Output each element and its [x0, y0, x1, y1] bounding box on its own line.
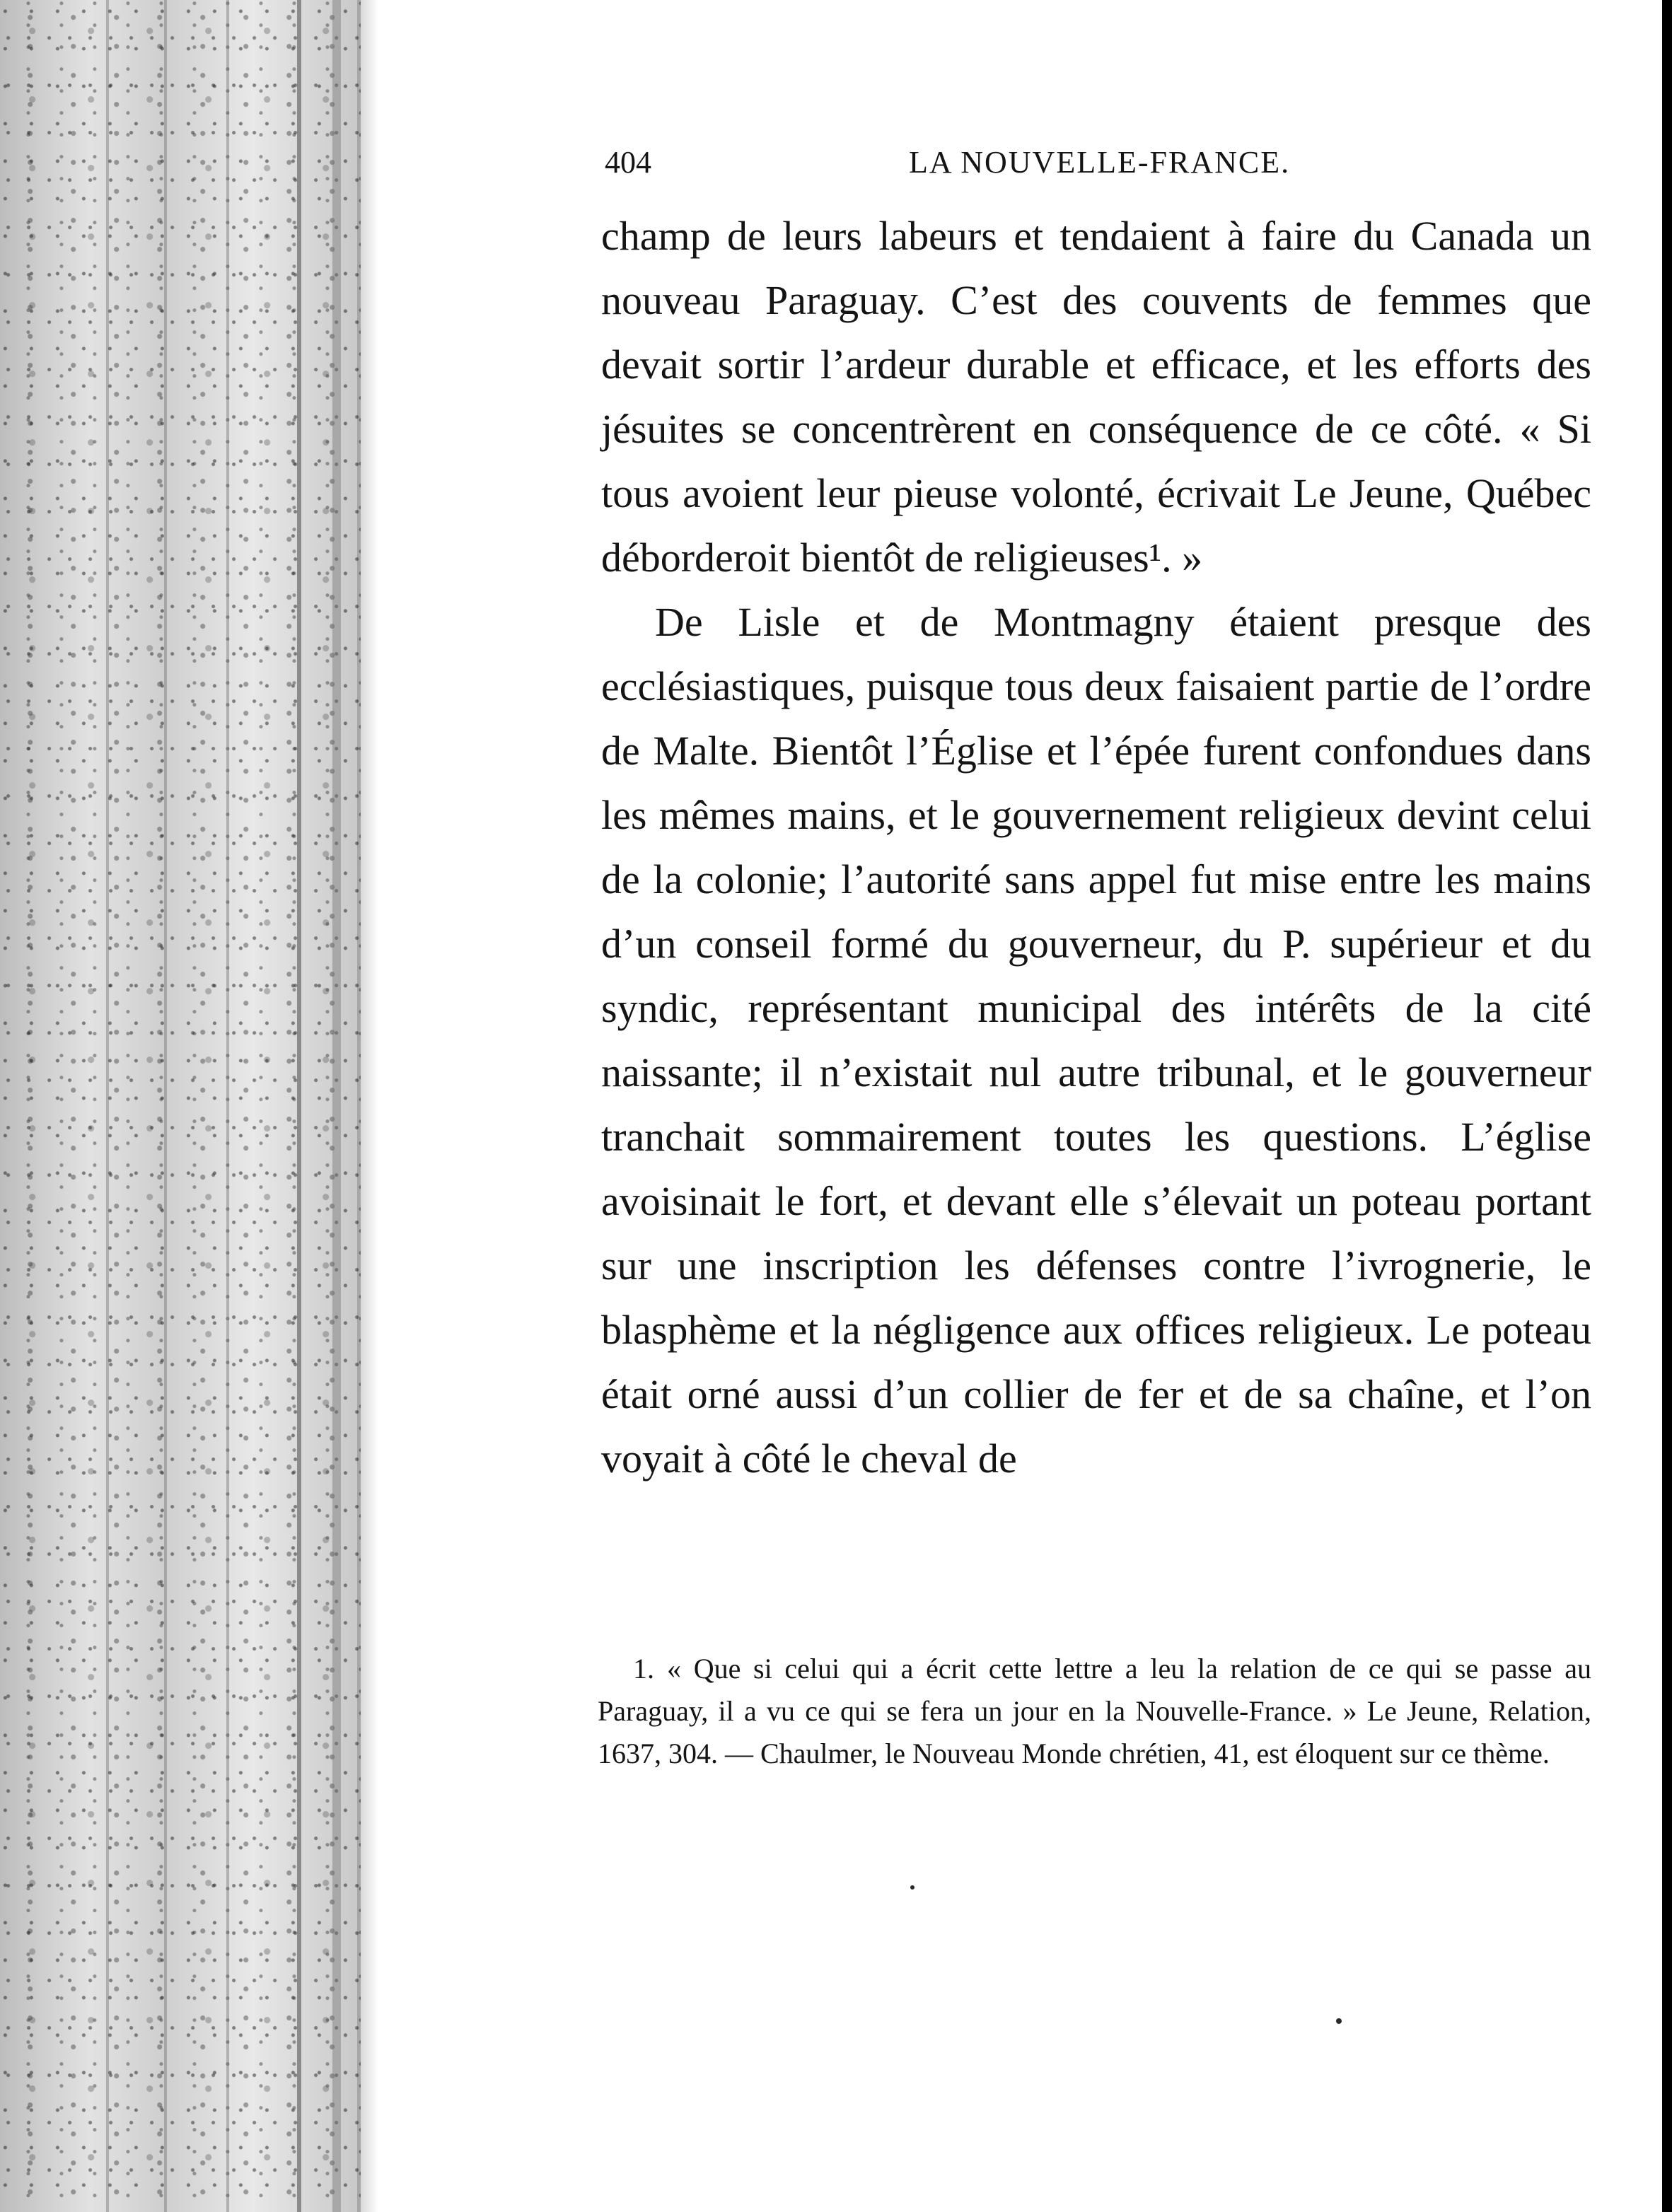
scan-speck: [910, 1885, 915, 1890]
gutter-shadow: [357, 0, 378, 2212]
page-edge-line: [332, 0, 341, 2212]
footnote-marker: 1.: [633, 1653, 654, 1684]
scan-speck: [1336, 2018, 1342, 2024]
page-edge-line: [164, 0, 167, 2212]
book-page-edges: [0, 0, 361, 2212]
footnote: [598, 1648, 1591, 1775]
scan-border: [1662, 0, 1672, 2212]
running-title: LA NOUVELLE-FRANCE.: [909, 145, 1291, 180]
footnotes: [598, 1648, 1591, 1775]
footnote-text: « Que si celui qui a écrit cette lettre a leu la relation de ce qui se passe au Paraguay, il a vu ce qui se fera un jour en la Nouvelle-France. » Le Jeune, Relation, 1637, 304. — Chaulmer, le Nouveau Monde chrétien, 41, est éloquent sur ce thème.: [598, 1653, 1591, 1769]
page-number: 404: [605, 145, 651, 180]
page-edge-line: [106, 0, 109, 2212]
body-text: [601, 204, 1591, 1491]
paragraph: champ de leurs labeurs et tendaient à faire du Canada un nouveau Paraguay. C’est des couvents de femmes que devait sortir l’ardeur durable et efficace, et les efforts des jésuites se concentrèrent en conséquence de ce côté. « Si tous avoient leur pieuse volonté, écrivait Le Jeune, Québec déborderoit bientôt de religieuses¹. »: [601, 213, 1591, 581]
page-edge-line: [226, 0, 229, 2212]
running-head: [605, 141, 1672, 191]
page-edge-line: [297, 0, 301, 2212]
paragraph: De Lisle et de Montmagny étaient presque des ecclésiastiques, puisque tous deux faisaient partie de l’ordre de Malte. Bientôt l’Église et l’épée furent confondues dans les mêmes mains, et le gouvernement religieux devint celui de la colonie; l’autorité sans appel fut mise entre les mains d’un conseil formé du gouverneur, du P. supérieur et du syndic, représentant municipal des intérêts de la cité naissante; il n’existait nul autre tribunal, et le gouverneur tranchait sommairement toutes les questions. L’église avoisinait le fort, et devant elle s’élevait un poteau portant sur une inscription les défenses contre l’ivrognerie, le blasphème et la négligence aux offices religieux. Le poteau était orné aussi d’un collier de fer et de sa chaîne, et l’on voyait à côté le cheval de: [601, 599, 1591, 1482]
